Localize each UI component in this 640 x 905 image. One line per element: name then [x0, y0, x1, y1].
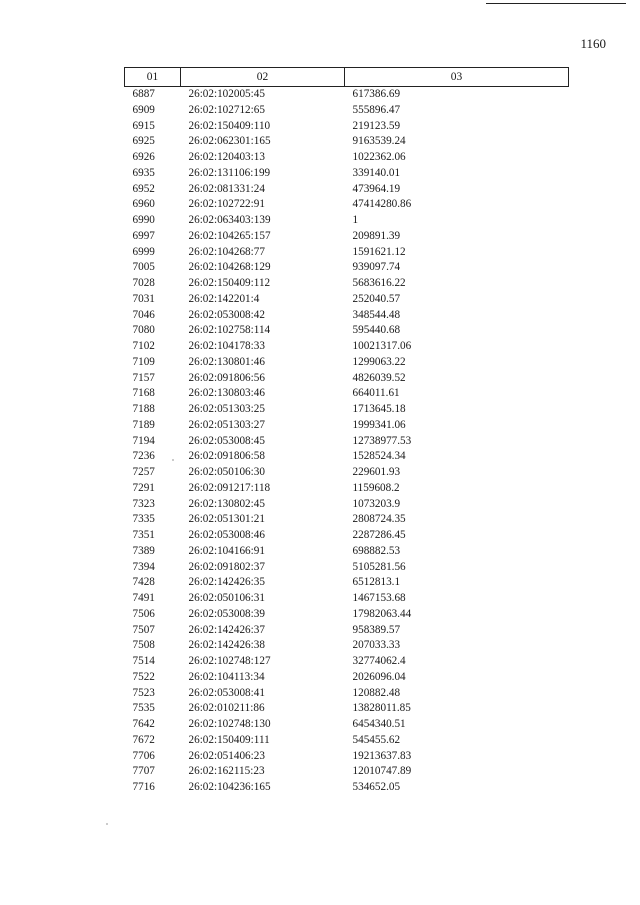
cell-value: 939097.74 — [352, 261, 401, 274]
table-row — [125, 560, 569, 576]
table-row — [125, 654, 569, 670]
cell-value: 1591621.12 — [352, 245, 406, 258]
cell-id — [125, 292, 181, 308]
cell-cadastral-number: 26:02:102758:114 — [188, 324, 271, 337]
cell-id-text: 6915 — [132, 119, 155, 132]
cell-value: 252040.57 — [352, 292, 401, 305]
cell-id — [125, 323, 181, 339]
cell-id-text: 7189 — [132, 418, 155, 431]
cell-cadastral-number: 26:02:091806:56 — [188, 371, 265, 384]
cell-id-text: 7188 — [132, 403, 155, 415]
cell-cadastral-number: 26:02:062301:165 — [188, 135, 271, 148]
cell-cadastral-number: 26:02:102005:45 — [188, 88, 265, 100]
table-row — [125, 276, 569, 292]
cell-value: 1299063.22 — [352, 355, 406, 368]
table-row — [125, 701, 569, 717]
cell-value: 595440.68 — [352, 324, 401, 337]
cell-id-text: 7428 — [132, 576, 155, 589]
cell-cadastral-number: 26:02:053008:42 — [188, 308, 265, 321]
cell-value: 6512813.1 — [352, 576, 401, 589]
cell-value: 617386.69 — [352, 88, 401, 100]
column-header-01: 01 — [125, 68, 181, 87]
table-row — [125, 449, 569, 465]
table-row — [125, 607, 569, 623]
cell-value: 12010747.89 — [352, 765, 412, 778]
table-row — [125, 434, 569, 450]
cell-cadastral-number: 26:02:102722:91 — [188, 198, 265, 211]
cell-cadastral-number: 26:02:162115:23 — [188, 765, 265, 778]
column-header-02: 02 — [181, 68, 345, 87]
cell-id-text: 7031 — [132, 292, 155, 305]
cell-id — [125, 465, 181, 481]
cell-id — [125, 560, 181, 576]
table-row — [125, 465, 569, 481]
cell-id — [125, 607, 181, 623]
cell-id-text: 6999 — [132, 245, 155, 258]
cell-id — [125, 308, 181, 324]
cell-cadastral-number: 26:02:053008:39 — [188, 607, 265, 620]
cell-cadastral-number: 26:02:104265:157 — [188, 229, 271, 242]
table-row — [125, 134, 569, 150]
cell-id-text: 7005 — [132, 261, 155, 274]
table-row — [125, 292, 569, 308]
cell-id-text: 7716 — [132, 781, 155, 793]
table-row — [125, 544, 569, 560]
cell-id — [125, 780, 181, 796]
cell-cadastral-number: 26:02:051303:27 — [188, 418, 265, 431]
cell-id-text: 7514 — [132, 655, 155, 667]
cell-id-text: 7236 — [132, 450, 155, 463]
cell-id — [125, 528, 181, 544]
cell-cadastral-number: 26:02:102712:65 — [188, 103, 265, 116]
cell-id-text: 6952 — [132, 182, 155, 195]
cell-id-text: 7335 — [132, 513, 155, 526]
cell-value: 1022362.06 — [352, 151, 406, 163]
table-row — [125, 323, 569, 339]
table-row — [125, 386, 569, 402]
table-row — [125, 512, 569, 528]
cell-id — [125, 339, 181, 355]
cell-id — [125, 229, 181, 245]
cell-cadastral-number: 26:02:051406:23 — [188, 749, 265, 762]
cell-id-text: 6997 — [132, 229, 155, 242]
cell-value: 1 — [352, 214, 359, 226]
cell-value: 17982063.44 — [352, 607, 412, 620]
cell-id-text: 7109 — [132, 355, 155, 368]
table-row — [125, 623, 569, 639]
cell-id-text: 7523 — [132, 686, 155, 699]
cell-id — [125, 276, 181, 292]
cell-id — [125, 654, 181, 670]
cell-id-text: 6926 — [132, 151, 155, 163]
cell-cadastral-number: 26:02:102748:130 — [188, 718, 271, 730]
cell-id-text: 7257 — [132, 466, 155, 478]
cell-id-text: 7351 — [132, 529, 155, 541]
table-row — [125, 87, 569, 103]
cell-id-text: 7046 — [132, 308, 155, 321]
cell-id — [125, 764, 181, 780]
cell-value: 6454340.51 — [352, 718, 406, 730]
cell-id — [125, 686, 181, 702]
cell-cadastral-number: 26:02:104178:33 — [188, 340, 265, 352]
cell-cadastral-number: 26:02:081331:24 — [188, 182, 265, 195]
cell-value: 5683616.22 — [352, 277, 406, 289]
cell-cadastral-number: 26:02:104268:129 — [188, 261, 271, 274]
cell-id-text: 6909 — [132, 103, 155, 116]
cell-cadastral-number: 26:02:130803:46 — [188, 387, 265, 400]
cell-id — [125, 166, 181, 182]
table-row — [125, 638, 569, 654]
cell-id — [125, 638, 181, 654]
cell-id — [125, 701, 181, 717]
cell-id-text: 7672 — [132, 733, 155, 746]
cell-id-text: 7535 — [132, 702, 155, 715]
table-row — [125, 733, 569, 749]
cell-value: 9163539.24 — [352, 135, 406, 148]
table-row — [125, 670, 569, 686]
cell-cadastral-number: 26:02:053008:46 — [188, 529, 265, 541]
cell-cadastral-number: 26:02:091217:118 — [188, 481, 271, 494]
cell-value: 555896.47 — [352, 103, 401, 116]
cell-cadastral-number: 26:02:150409:110 — [188, 119, 271, 132]
cell-value: 545455.62 — [352, 733, 401, 746]
cell-value: 229601.93 — [352, 466, 401, 478]
table-row — [125, 497, 569, 513]
cell-cadastral-number: 26:02:104268:77 — [188, 245, 265, 258]
cell-id — [125, 749, 181, 765]
cell-id — [125, 103, 181, 119]
cell-value: 534652.05 — [352, 781, 401, 793]
cell-value: 1713645.18 — [352, 403, 406, 415]
cell-cadastral-number: 26:02:142426:35 — [188, 576, 265, 589]
cell-id-text: 7102 — [132, 340, 155, 352]
cell-cadastral-number: 26:02:150409:111 — [188, 733, 270, 746]
cell-id-text: 6960 — [132, 198, 155, 211]
cell-id — [125, 150, 181, 166]
cell-value: 348544.48 — [352, 308, 401, 321]
cell-cadastral-number: 26:02:053008:41 — [188, 686, 265, 699]
table-row — [125, 245, 569, 261]
cell-id-text: 7291 — [132, 481, 155, 494]
cell-id-text: 7491 — [132, 592, 155, 604]
cell-id — [125, 481, 181, 497]
cell-id-text: 7507 — [132, 623, 155, 636]
table-row — [125, 229, 569, 245]
table-row — [125, 119, 569, 135]
cell-id — [125, 418, 181, 434]
table-row — [125, 717, 569, 733]
page-number: 1160 — [580, 36, 606, 51]
table-row — [125, 260, 569, 276]
cell-value: 1073203.9 — [352, 497, 401, 510]
cell-cadastral-number: 26:02:091802:37 — [188, 560, 265, 573]
cell-id — [125, 591, 181, 607]
cell-value: 10021317.06 — [352, 340, 412, 352]
cell-value: 1467153.68 — [352, 592, 406, 604]
cell-id — [125, 670, 181, 686]
cell-cadastral-number: 26:02:142201:4 — [188, 292, 260, 305]
table-row — [125, 213, 569, 229]
cell-cadastral-number: 26:02:104113:34 — [188, 670, 265, 683]
cell-cadastral-number: 26:02:150409:112 — [188, 277, 271, 289]
cell-id-text: 6935 — [132, 166, 155, 179]
cell-id — [125, 717, 181, 733]
cell-id-text: 6887 — [132, 88, 155, 100]
cell-id-text: 7080 — [132, 324, 155, 337]
table-body — [125, 87, 569, 796]
cell-cadastral-number: 26:02:104166:91 — [188, 544, 265, 557]
cell-cadastral-number: 26:02:051301:21 — [188, 513, 265, 526]
cell-cadastral-number: 26:02:102748:127 — [188, 655, 271, 667]
table-row — [125, 418, 569, 434]
table-row — [125, 103, 569, 119]
cell-id — [125, 134, 181, 150]
table-row — [125, 166, 569, 182]
cell-value: 1528524.34 — [352, 450, 406, 463]
cell-id — [125, 497, 181, 513]
cell-cadastral-number: 26:02:130801:46 — [188, 355, 265, 368]
cell-id-text: 6925 — [132, 135, 155, 148]
table-row — [125, 371, 569, 387]
cell-id — [125, 245, 181, 261]
cell-value: 207033.33 — [352, 639, 401, 652]
cell-cadastral-number: 26:02:050106:31 — [188, 592, 265, 604]
cell-id-text: 7157 — [132, 371, 155, 384]
cell-id — [125, 512, 181, 528]
cell-id-text: 7508 — [132, 639, 155, 652]
table-row — [125, 402, 569, 418]
table-row — [125, 780, 569, 796]
cell-id-text: 7706 — [132, 749, 155, 762]
cell-id-text: 7389 — [132, 544, 155, 557]
table-row — [125, 528, 569, 544]
table-row — [125, 150, 569, 166]
cell-id — [125, 544, 181, 560]
cell-value: 13828011.85 — [352, 702, 411, 715]
cell-value: 958389.57 — [352, 623, 401, 636]
cell-id — [125, 623, 181, 639]
cell-id — [125, 371, 181, 387]
cell-id — [125, 449, 181, 465]
cell-value: 2287286.45 — [352, 529, 406, 541]
table-row — [125, 575, 569, 591]
cell-value: 12738977.53 — [352, 434, 412, 447]
cell-cadastral-number: 26:02:130802:45 — [188, 497, 265, 510]
cell-id — [125, 197, 181, 213]
table-row — [125, 355, 569, 371]
cell-cadastral-number: 26:02:142426:38 — [188, 639, 265, 652]
cell-cadastral-number: 26:02:051303:25 — [188, 403, 265, 415]
cell-value: 339140.01 — [352, 166, 401, 179]
cell-id-text: 7194 — [132, 434, 155, 447]
cell-id-text: 7323 — [132, 497, 155, 510]
cell-value: 5105281.56 — [352, 560, 406, 573]
top-rule — [486, 3, 626, 4]
cell-id-text: 7707 — [132, 765, 155, 778]
cell-id-text: 7394 — [132, 560, 155, 573]
cell-cadastral-number: 26:02:050106:30 — [188, 466, 265, 478]
cell-id-text: 7168 — [132, 387, 155, 400]
cell-cadastral-number: 26:02:010211:86 — [188, 702, 265, 715]
cell-value: 1159608.2 — [352, 481, 400, 494]
table-row — [125, 686, 569, 702]
cell-cadastral-number: 26:02:142426:37 — [188, 623, 265, 636]
cell-id-text: 7642 — [132, 718, 155, 730]
data-table — [124, 67, 569, 796]
cell-value: 4826039.52 — [352, 371, 406, 384]
cell-id-text: 7028 — [132, 277, 155, 289]
table-row — [125, 197, 569, 213]
cell-value: 2808724.35 — [352, 513, 406, 526]
cell-value: 664011.61 — [352, 387, 400, 400]
cell-value: 209891.39 — [352, 229, 401, 242]
scan-speck — [106, 823, 108, 825]
cell-id — [125, 434, 181, 450]
cell-value: 19213637.83 — [352, 749, 412, 762]
table-row — [125, 182, 569, 198]
cell-value: 219123.59 — [352, 119, 401, 132]
table-row — [125, 591, 569, 607]
cell-id — [125, 260, 181, 276]
cell-cadastral-number: 26:02:131106:199 — [188, 166, 271, 179]
cell-value: 47414280.86 — [352, 198, 412, 211]
table-row — [125, 764, 569, 780]
table-row — [125, 308, 569, 324]
cell-id — [125, 119, 181, 135]
cell-cadastral-number: 26:02:104236:165 — [188, 781, 271, 793]
cell-value: 1999341.06 — [352, 418, 406, 431]
cell-id — [125, 402, 181, 418]
cell-id — [125, 213, 181, 229]
cell-value: 2026096.04 — [352, 670, 406, 683]
cell-id — [125, 87, 181, 103]
cell-id-text: 7506 — [132, 607, 155, 620]
cell-cadastral-number: 26:02:063403:139 — [188, 214, 271, 226]
table-row — [125, 339, 569, 355]
cell-cadastral-number: 26:02:120403:13 — [188, 151, 265, 163]
cell-value: 120882.48 — [352, 686, 401, 699]
cell-value: 698882.53 — [352, 544, 401, 557]
cell-id — [125, 182, 181, 198]
table-row — [125, 749, 569, 765]
cell-value: 473964.19 — [352, 182, 401, 195]
table-header — [125, 68, 569, 87]
data-table-container — [124, 67, 568, 796]
cell-id-text: 6990 — [132, 214, 155, 226]
table-row — [125, 481, 569, 497]
cell-id — [125, 355, 181, 371]
cell-id — [125, 575, 181, 591]
cell-id — [125, 733, 181, 749]
cell-value: 32774062.4 — [352, 655, 406, 667]
cell-id-text: 7522 — [132, 670, 155, 683]
cell-cadastral-number: 26:02:053008:45 — [188, 434, 265, 447]
column-header-03: 03 — [345, 68, 569, 87]
cell-id — [125, 386, 181, 402]
cell-cadastral-number: 26:02:091806:58 — [188, 450, 265, 463]
